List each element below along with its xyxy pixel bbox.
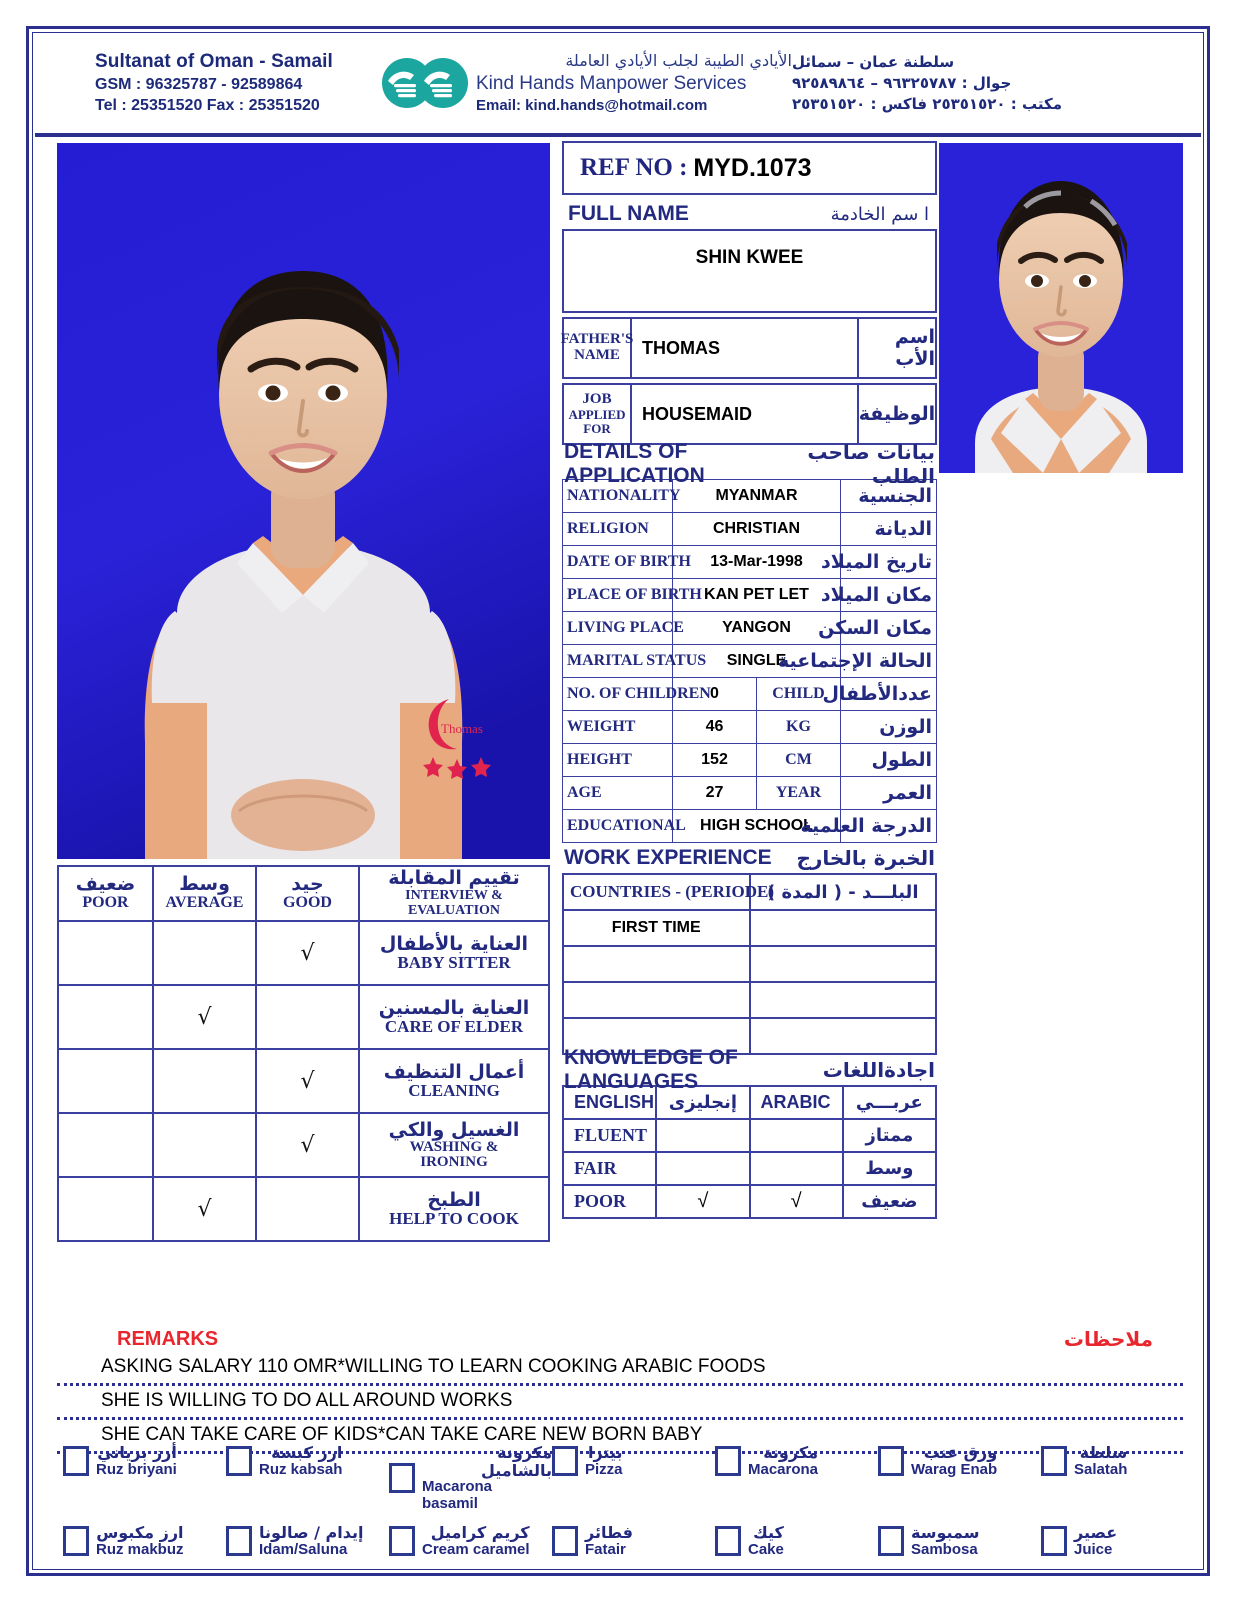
eval-skill-en2: IRONING: [420, 1153, 488, 1170]
letterhead-left-contacts: [35, 51, 380, 115]
food-item[interactable]: [715, 1444, 878, 1478]
eval-skill-en: CARE OF ELDER: [384, 1017, 524, 1037]
eval-good-tick: √: [300, 940, 315, 966]
eval-skill-en: WASHING &: [409, 1138, 499, 1155]
food-checkbox[interactable]: [389, 1463, 415, 1493]
evaluation-header-row: [58, 866, 549, 921]
eval-skill-label: [359, 985, 549, 1049]
remark-line-1: ASKING SALARY 110 OMR*WILLING TO LEARN COOKING ARABIC FOODS: [101, 1356, 766, 1377]
fathers-name-value: THOMAS: [642, 337, 720, 358]
lang-english-mark[interactable]: [656, 1152, 749, 1185]
details-label: DATE OF BIRTH: [563, 546, 673, 579]
eval-mark-average[interactable]: [153, 1177, 256, 1241]
details-section-title: [562, 440, 937, 488]
svg-text:Thomas: Thomas: [441, 721, 483, 736]
job-applied-value-cell: [632, 383, 859, 445]
evaluation-row: [58, 1049, 549, 1113]
ref-no-value: MYD.1073: [693, 153, 812, 182]
work-experience-title-ar: الخبرة بالخارج: [796, 846, 935, 870]
eval-mark-poor[interactable]: [58, 1177, 153, 1241]
details-label: HEIGHT: [563, 744, 673, 777]
company-name-ar: الأيادي الطيبة لجلب الأيادي العاملة: [565, 51, 792, 71]
food-label-en: Cake: [748, 1540, 784, 1558]
we-country[interactable]: [563, 946, 750, 982]
details-value: CHRISTIAN: [673, 513, 841, 546]
food-label-ar: إيدام / صالونا: [259, 1523, 364, 1543]
eval-skill-ar: أعمال التنظيف: [383, 1061, 525, 1084]
language-row: [563, 1152, 936, 1185]
details-title-en: DETAILS OF APPLICATION: [564, 440, 705, 487]
details-row: [563, 579, 937, 612]
details-value: SINGLE: [673, 645, 841, 678]
lang-header-english-ar: إنجليزى: [656, 1086, 749, 1119]
food-label: [96, 1444, 177, 1478]
lang-level-ar: وسط: [843, 1152, 936, 1185]
food-checkbox[interactable]: [715, 1446, 741, 1476]
details-of-application-table: [562, 479, 937, 843]
job-applied-label-ar: الوظيفة: [859, 383, 937, 445]
eval-skill-en: HELP TO COOK: [389, 1209, 519, 1229]
eval-mark-good[interactable]: [256, 921, 359, 985]
eval-average-ar: وسط: [179, 873, 230, 896]
lang-level-ar: ضعيف: [843, 1185, 936, 1218]
eval-mark-poor[interactable]: [58, 985, 153, 1049]
food-row-2: [63, 1524, 1183, 1558]
company-location-en: Sultanat of Oman - Samail: [95, 51, 333, 72]
lang-english-mark[interactable]: [656, 1119, 749, 1152]
details-label: MARITAL STATUS: [563, 645, 673, 678]
eval-good-tick: √: [300, 1068, 315, 1094]
food-item[interactable]: [389, 1444, 552, 1512]
food-label: [585, 1524, 633, 1558]
details-row: [563, 777, 937, 810]
food-item[interactable]: [552, 1524, 715, 1558]
food-checkbox[interactable]: [878, 1526, 904, 1556]
food-label: [96, 1524, 184, 1558]
food-label-ar: كريم كراميل: [430, 1523, 530, 1543]
food-item[interactable]: [878, 1444, 1041, 1478]
details-label: AGE: [563, 777, 673, 810]
fathers-name-row: [562, 317, 937, 379]
cooking-skills-checklist: [63, 1444, 1183, 1558]
full-name-label-en: FULL NAME: [568, 202, 689, 225]
company-tel-fax: Tel : 25351520 Fax : 25351520: [95, 97, 320, 114]
food-checkbox[interactable]: [878, 1446, 904, 1476]
full-name-label-ar: ا سم الخادمة: [830, 203, 929, 225]
we-period[interactable]: [750, 946, 937, 982]
food-label-en: Ruz briyani: [96, 1460, 177, 1478]
food-label-ar: سلطة: [1079, 1443, 1128, 1462]
details-unit: KG: [757, 711, 841, 744]
eval-good-tick: √: [300, 1132, 315, 1158]
work-experience-title-en: WORK EXPERIENCE: [564, 846, 772, 869]
eval-skill-label: [359, 1113, 549, 1177]
food-label-ar: مكرونة: [763, 1443, 819, 1462]
food-label-en: Idam/Saluna: [259, 1540, 348, 1558]
eval-mark-poor[interactable]: [58, 1113, 153, 1177]
details-row: [563, 744, 937, 777]
details-label-ar: الطول: [841, 744, 937, 777]
details-row: [563, 678, 937, 711]
details-row: [563, 612, 937, 645]
details-label: LIVING PLACE: [563, 612, 673, 645]
eval-col-poor: [58, 866, 153, 921]
details-value: 13-Mar-1998: [673, 546, 841, 579]
eval-good-ar: جيد: [291, 873, 324, 896]
eval-skill-label: [359, 1049, 549, 1113]
eval-mark-good[interactable]: [256, 1177, 359, 1241]
food-label-en: Macarona basamil: [422, 1478, 493, 1512]
full-name-value-box: [562, 229, 937, 313]
evaluation-row: [58, 1113, 549, 1177]
food-label: [748, 1524, 784, 1558]
ref-no-box: [562, 141, 937, 195]
food-label: [911, 1444, 997, 1478]
details-unit: CM: [757, 744, 841, 777]
eval-skill-ar: الطبخ: [427, 1189, 481, 1212]
food-label-ar: بيتزا: [588, 1443, 623, 1462]
food-checkbox[interactable]: [552, 1446, 578, 1476]
food-label-en: Ruz makbuz: [96, 1540, 184, 1558]
remark-line-3: SHE CAN TAKE CARE OF KIDS*CAN TAKE CARE NEW BORN BABY: [101, 1424, 703, 1445]
eval-mark-average[interactable]: [153, 921, 256, 985]
eval-skill-en: BABY SITTER: [397, 953, 511, 973]
fathers-name-value-cell: [632, 317, 859, 379]
food-label-en: Warag Enab: [911, 1460, 998, 1478]
full-name-value: SHIN KWEE: [695, 247, 804, 268]
food-label: [422, 1444, 552, 1512]
job-applied-value: HOUSEMAID: [642, 403, 753, 424]
details-label-ar: الوزن: [841, 711, 937, 744]
job-applied-row: [562, 383, 937, 445]
remarks-title-ar: ملاحظات: [1063, 1327, 1153, 1351]
food-item[interactable]: [226, 1524, 389, 1558]
remarks-divider-1: [57, 1383, 1183, 1386]
eval-col-title: [359, 866, 549, 921]
lang-header-arabic-en: ARABIC: [750, 1086, 843, 1119]
language-row: [563, 1119, 936, 1152]
lang-header-arabic-ar: عربـــي: [843, 1086, 936, 1119]
work-experience-table: [562, 873, 937, 1055]
eval-title-en-1: INTERVIEW &: [405, 887, 503, 903]
food-label: [911, 1524, 979, 1558]
food-label-ar: ارز مكبوس: [96, 1523, 184, 1543]
eval-mark-good[interactable]: [256, 1049, 359, 1113]
fathers-name-label-en: FATHER'S NAME: [562, 317, 632, 379]
full-name-header: [562, 199, 937, 229]
eval-mark-good[interactable]: [256, 985, 359, 1049]
food-label-en: Juice: [1074, 1540, 1113, 1558]
lang-arabic-mark[interactable]: [750, 1119, 843, 1152]
food-checkbox[interactable]: [63, 1526, 89, 1556]
we-col-period-ar: البلـــد - ( المدة ): [750, 874, 937, 910]
letterhead-company-name: [472, 52, 792, 113]
details-label-ar: الحالة الإجتماعية: [841, 645, 937, 678]
food-label-ar: فطائر: [585, 1523, 634, 1543]
work-experience-row: [563, 910, 936, 946]
work-experience-row: [563, 946, 936, 982]
food-label-en: Fatair: [585, 1540, 626, 1558]
form-body: [35, 139, 1201, 1567]
food-checkbox[interactable]: [552, 1526, 578, 1556]
we-period[interactable]: [750, 910, 937, 946]
eval-mark-good[interactable]: [256, 1113, 359, 1177]
food-label-ar: مكرونة بالشاميل: [480, 1443, 552, 1480]
details-label: EDUCATIONAL: [563, 810, 673, 843]
applicant-passport-photo: [939, 143, 1183, 473]
food-label: [748, 1444, 818, 1478]
food-label-ar: أرز برياني: [97, 1443, 177, 1462]
applicant-info-column: [562, 141, 937, 1219]
we-col-countries: COUNTRIES - (PERIODE): [563, 874, 750, 910]
details-label: NO. OF CHILDREN: [563, 678, 673, 711]
food-label: [1074, 1524, 1117, 1558]
eval-poor-en: POOR: [82, 894, 129, 912]
details-value: YANGON: [673, 612, 841, 645]
header-divider: [35, 133, 1201, 137]
interview-evaluation-table: [57, 865, 550, 1242]
food-label: [585, 1444, 623, 1478]
work-experience-row: [563, 982, 936, 1018]
details-value: 27: [673, 777, 757, 810]
details-row: [563, 513, 937, 546]
company-office-ar: مكتب : ٢٥٣٥١٥٢٠ فاكس : ٢٥٣٥١٥٢٠: [792, 95, 1063, 113]
lang-arabic-mark[interactable]: √: [750, 1185, 843, 1218]
eval-average-en: AVERAGE: [165, 894, 244, 912]
food-label-en: Ruz kabsah: [259, 1460, 343, 1478]
eval-skill-label: [359, 1177, 549, 1241]
eval-mark-average[interactable]: [153, 1049, 256, 1113]
eval-title-en-2: EVALUATION: [407, 902, 501, 918]
lang-header-english-en: ENGLISH: [563, 1086, 656, 1119]
food-checkbox[interactable]: [63, 1446, 89, 1476]
languages-title-ar: اجادةاللغات: [822, 1058, 935, 1082]
evaluation-row: [58, 985, 549, 1049]
details-row: [563, 711, 937, 744]
food-label-ar: ورق عنب: [923, 1443, 998, 1462]
language-row: [563, 1185, 936, 1218]
letterhead-right-contacts-ar: [792, 53, 1201, 113]
details-label-ar: عددالأطفال: [841, 678, 937, 711]
eval-skill-en: CLEANING: [408, 1081, 500, 1101]
details-label: WEIGHT: [563, 711, 673, 744]
document-page: [26, 26, 1210, 1576]
remarks-divider-2: [57, 1417, 1183, 1420]
lang-level-en: FAIR: [563, 1152, 656, 1185]
eval-mark-poor[interactable]: [58, 921, 153, 985]
eval-good-en: GOOD: [283, 894, 332, 912]
details-value: 46: [673, 711, 757, 744]
food-label-en: Sambosa: [911, 1540, 978, 1558]
details-row: [563, 810, 937, 843]
food-item[interactable]: [552, 1444, 715, 1478]
food-item[interactable]: [63, 1444, 226, 1478]
fathers-name-label-ar: اسم الأب: [859, 317, 937, 379]
food-item[interactable]: [389, 1524, 552, 1558]
remark-line-2: SHE IS WILLING TO DO ALL AROUND WORKS: [101, 1390, 513, 1411]
food-checkbox[interactable]: [226, 1526, 252, 1556]
applicant-full-photo: [57, 143, 550, 859]
eval-col-average: [153, 866, 256, 921]
details-value: MYANMAR: [673, 480, 841, 513]
food-label: [1074, 1444, 1127, 1478]
food-item[interactable]: [1041, 1444, 1204, 1478]
details-label: RELIGION: [563, 513, 673, 546]
lang-level-en: FLUENT: [563, 1119, 656, 1152]
eval-skill-ar: الغسيل والكي: [388, 1118, 520, 1141]
details-label-ar: الدرجة العلمية: [841, 810, 937, 843]
details-label-ar: مكان الميلاد: [841, 579, 937, 612]
eval-skill-ar: العناية بالأطفال: [379, 933, 529, 956]
food-item[interactable]: [1041, 1524, 1204, 1558]
eval-average-tick: √: [197, 1196, 212, 1222]
details-unit: CHILD: [757, 678, 841, 711]
lang-level-en: POOR: [563, 1185, 656, 1218]
eval-skill-label: [359, 921, 549, 985]
food-item[interactable]: [63, 1524, 226, 1558]
lang-english-mark[interactable]: √: [656, 1185, 749, 1218]
food-checkbox[interactable]: [389, 1526, 415, 1556]
details-value: HIGH SCHOOL: [673, 810, 841, 843]
evaluation-row: [58, 921, 549, 985]
eval-mark-average[interactable]: [153, 985, 256, 1049]
company-mobile-ar: جوال : ٩٦٣٢٥٧٨٧ – ٩٢٥٨٩٨٦٤: [792, 74, 1012, 92]
food-label-en: Macarona: [748, 1460, 819, 1478]
knowledge-of-languages-table: [562, 1085, 937, 1219]
food-label-en: Pizza: [585, 1460, 623, 1478]
details-label-ar: العمر: [841, 777, 937, 810]
company-location-ar: سلطنة عمان – سمائل: [792, 53, 955, 71]
food-label-ar: ارز كبسة: [271, 1443, 343, 1462]
job-applied-label-en: JOB APPLIED FOR: [562, 383, 632, 445]
details-label-ar: الجنسية: [841, 480, 937, 513]
details-label-ar: مكان السكن: [841, 612, 937, 645]
details-label: NATIONALITY: [563, 480, 673, 513]
food-row-1: [63, 1444, 1183, 1512]
kind-hands-logo-icon: [380, 55, 472, 111]
work-experience-header-row: [563, 874, 936, 910]
languages-title-en: KNOWLEDGE OF LANGUAGES: [564, 1046, 738, 1093]
food-item[interactable]: [715, 1524, 878, 1558]
remarks-header: [57, 1325, 1183, 1353]
food-item[interactable]: [226, 1444, 389, 1478]
eval-col-good: [256, 866, 359, 921]
details-row: [563, 546, 937, 579]
food-label: [259, 1444, 342, 1478]
food-checkbox[interactable]: [1041, 1526, 1067, 1556]
we-country[interactable]: [563, 982, 750, 1018]
details-value: KAN PET LET: [673, 579, 841, 612]
food-label-en: Cream caramel: [422, 1540, 530, 1558]
remarks-section: [57, 1325, 1183, 1455]
food-label: [259, 1524, 363, 1558]
details-value: 0: [673, 678, 757, 711]
eval-average-tick: √: [197, 1004, 212, 1030]
lang-level-ar: ممتاز: [843, 1119, 936, 1152]
details-label: PLACE OF BIRTH: [563, 579, 673, 612]
details-title-ar: بيانات صاحب الطلب: [807, 440, 935, 488]
work-experience-title: [562, 843, 937, 873]
lang-arabic-mark[interactable]: [750, 1152, 843, 1185]
food-item[interactable]: [878, 1524, 1041, 1558]
eval-skill-ar: العناية بالمسنين: [378, 997, 530, 1020]
food-label-en: Salatah: [1074, 1460, 1128, 1478]
ref-no-label: REF NO :: [580, 154, 688, 181]
food-label-ar: كيك: [753, 1523, 784, 1543]
details-unit: YEAR: [757, 777, 841, 810]
food-checkbox[interactable]: [715, 1526, 741, 1556]
remarks-title-en: REMARKS: [117, 1327, 219, 1350]
food-label-ar: سمبوسة: [911, 1523, 980, 1543]
eval-title-ar: تقييم المقابلة: [388, 867, 520, 889]
languages-title: [562, 1046, 937, 1093]
company-email: Email: kind.hands@hotmail.com: [476, 96, 708, 114]
evaluation-row: [58, 1177, 549, 1241]
letterhead: [35, 35, 1201, 131]
interview-evaluation-section: [57, 865, 550, 1242]
food-label-ar: عصير: [1074, 1523, 1118, 1543]
eval-mark-poor[interactable]: [58, 1049, 153, 1113]
details-row: [563, 645, 937, 678]
food-label: [422, 1524, 530, 1558]
food-checkbox[interactable]: [1041, 1446, 1067, 1476]
company-name-en: Kind Hands Manpower Services: [476, 72, 747, 94]
details-label-ar: الديانة: [841, 513, 937, 546]
details-value: 152: [673, 744, 757, 777]
eval-poor-ar: ضعيف: [75, 873, 136, 896]
details-label-ar: تاريخ الميلاد: [841, 546, 937, 579]
food-checkbox[interactable]: [226, 1446, 252, 1476]
we-country[interactable]: FIRST TIME: [563, 910, 750, 946]
company-gsm: GSM : 96325787 - 92589864: [95, 76, 303, 93]
we-period[interactable]: [750, 982, 937, 1018]
eval-mark-average[interactable]: [153, 1113, 256, 1177]
